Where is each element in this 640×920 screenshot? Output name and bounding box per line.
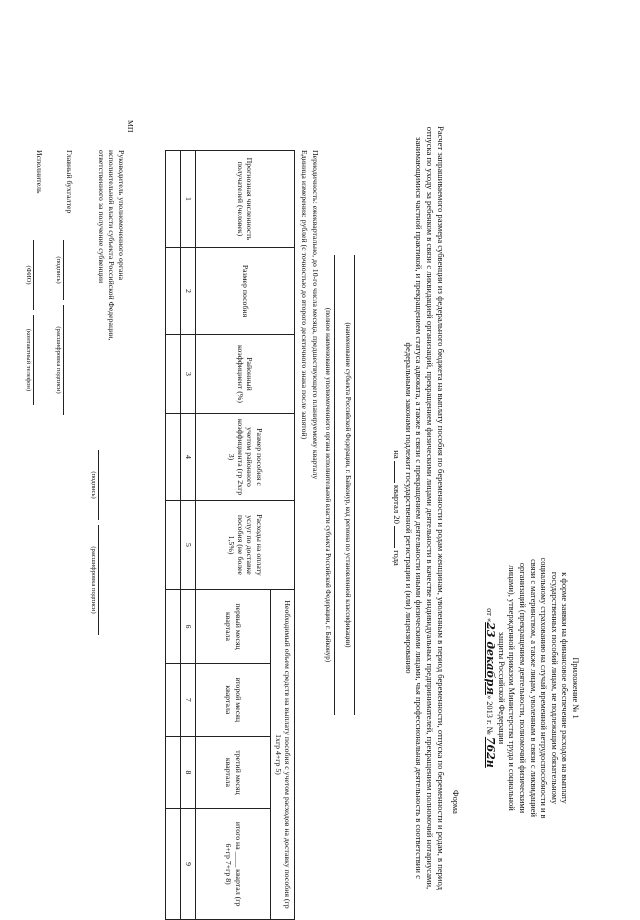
appendix-line: к форме заявки на финансовое обеспечение расходов на выплату: [560, 572, 570, 804]
form-label: Форма: [451, 790, 460, 814]
executor-phone-caption: (контактный телефон): [25, 328, 32, 392]
appendix-line: Приложение № 1: [571, 657, 580, 719]
header-benefit-with-coefficient: Размер пособия с учетом районного коэффициента (гр 2хгр 3): [196, 414, 295, 501]
header-benefit-size: Размер пособия: [196, 248, 295, 335]
period-prefix: на: [391, 450, 402, 459]
quarter-blank: [394, 461, 395, 483]
table-cell: [166, 501, 181, 590]
period-middle: квартал 20: [391, 484, 402, 524]
column-number: 9: [181, 809, 196, 920]
table-cell: [166, 809, 181, 920]
date-prefix: от «: [485, 608, 495, 623]
header-required-amount: Необходимый объем средств на выплату пособия с учетом расходов на доставку пособия (гр 1хгр 4+гр 5): [271, 590, 295, 920]
subject-caption: (наименование субъекта Российской Федерации, г. Байконур, код региона по установленной классификации): [344, 322, 352, 648]
accountant-name-line: [63, 305, 64, 415]
head-name-caption: (расшифровка подписи): [90, 546, 97, 614]
executor-name-line: [33, 240, 34, 310]
stamp-place: МП: [126, 120, 135, 133]
document-title: [391, 122, 446, 894]
accountant-name-caption: (расшифровка подписи): [55, 326, 62, 394]
head-signature-block: [96, 150, 126, 450]
year-blank: [394, 526, 395, 548]
column-number: 8: [181, 736, 196, 809]
head-title-line: Руководитель уполномоченного органа: [117, 150, 126, 281]
column-number: 4: [181, 414, 196, 501]
column-number: 5: [181, 501, 196, 590]
header-regional-coefficient: Районный коэффициент (%): [196, 335, 295, 414]
appendix-line: организаций (прекращением деятельности, полномочий физическими: [518, 562, 528, 814]
subheader-month-3: третий месяц квартала: [196, 736, 271, 809]
table-cell: [166, 664, 181, 737]
appendix-line: лицами), утвержденной приказом Министерства труда и социальной: [507, 565, 517, 811]
column-number: 3: [181, 335, 196, 414]
appendix-line: социальному страхованию на случай временной нетрудоспособности и в: [539, 557, 549, 819]
body-line: [334, 255, 335, 715]
subject-line: [354, 255, 355, 715]
executor-phone-line: [33, 315, 34, 405]
table-row: [166, 151, 181, 920]
period-line: [391, 122, 402, 894]
subheader-quarter-total: итого на ____ квартал (гр 6+гр 7+гр 8): [196, 809, 271, 920]
table-cell: [166, 414, 181, 501]
appendix-header: [484, 538, 580, 838]
accountant-signature-line: [63, 240, 64, 300]
table-cell: [166, 335, 181, 414]
period-suffix: года: [391, 550, 402, 566]
body-caption: (полное наименование уполномоченного органа исполнительной власти субъекта Российской Федерации, г. Байконур): [324, 307, 332, 663]
head-signature-line: [98, 450, 99, 520]
head-title-line: исполнительной власти субъекта Российской Федерации,: [107, 150, 116, 341]
unit-of-measure: Единица измерения: рублей (с точностью до второго десятичного знака после запятой): [300, 150, 309, 440]
table-cell: [166, 736, 181, 809]
head-name-line: [98, 525, 99, 635]
appendix-date-line: [484, 538, 496, 838]
accountant-signature-caption: (подпись): [55, 256, 62, 284]
subvention-table: [165, 150, 295, 920]
header-delivery-costs: Расходы на оплату услуг по доставке пособия (не более 1,5%): [196, 501, 295, 590]
header-recipients: Прогнозная численность получателей (человек): [196, 151, 295, 248]
column-number: 1: [181, 151, 196, 248]
head-title-line: ответственного за получение субвенции: [97, 150, 106, 284]
subheader-month-2: второй месяц квартала: [196, 664, 271, 737]
appendix-line: государственных пособий лицам, не подлежащим обязательному: [549, 571, 559, 805]
executor-name-caption: (ФИО): [25, 265, 32, 285]
subheader-month-1: первый месяц квартала: [196, 590, 271, 664]
appendix-line: связи с материнством, а также лицам, уволенным в связи с ликвидацией: [528, 559, 538, 817]
handwritten-date: 23 декабря: [484, 622, 498, 695]
table-cell: [166, 151, 181, 248]
accountant-label: Главный бухгалтер: [65, 150, 74, 214]
column-number: 6: [181, 590, 196, 664]
date-mid: » 2013 г. №: [485, 694, 495, 735]
table-cell: [166, 590, 181, 664]
head-signature-caption: (подпись): [90, 471, 97, 499]
table-cell: [166, 248, 181, 335]
appendix-line: защиты Российской Федерации: [496, 631, 506, 745]
column-number: 2: [181, 248, 196, 335]
periodicity: Периодичность: ежеквартально, до 10-го числа месяца, предшествующего планируемому кварталу: [311, 150, 320, 480]
handwritten-order-number: 762н: [484, 736, 498, 768]
column-number: 7: [181, 664, 196, 737]
executor-label: Исполнитель: [35, 150, 44, 194]
title-text: Расчет запрашиваемого размера субвенции из федерального бюджета на выплату пособия по беременности и родам женщинам, уволенным в период беременности, отпуска по беременности и родам, в период отпуска по уходу за ребенком в связи с ликвидацией организаций, прекращением физическими лицами деятельности в качестве индивидуальных предпринимателей, прекращением полномочий нотариусами, занимающимися частной практикой, и прекращением статуса адвоката, а также в связи с прекращением деятельности иными физическими лицами, чья профессиональная деятельность в соответствии с федеральными законами подлежит государственной регистрации и (или) лицензированию: [403, 126, 446, 890]
